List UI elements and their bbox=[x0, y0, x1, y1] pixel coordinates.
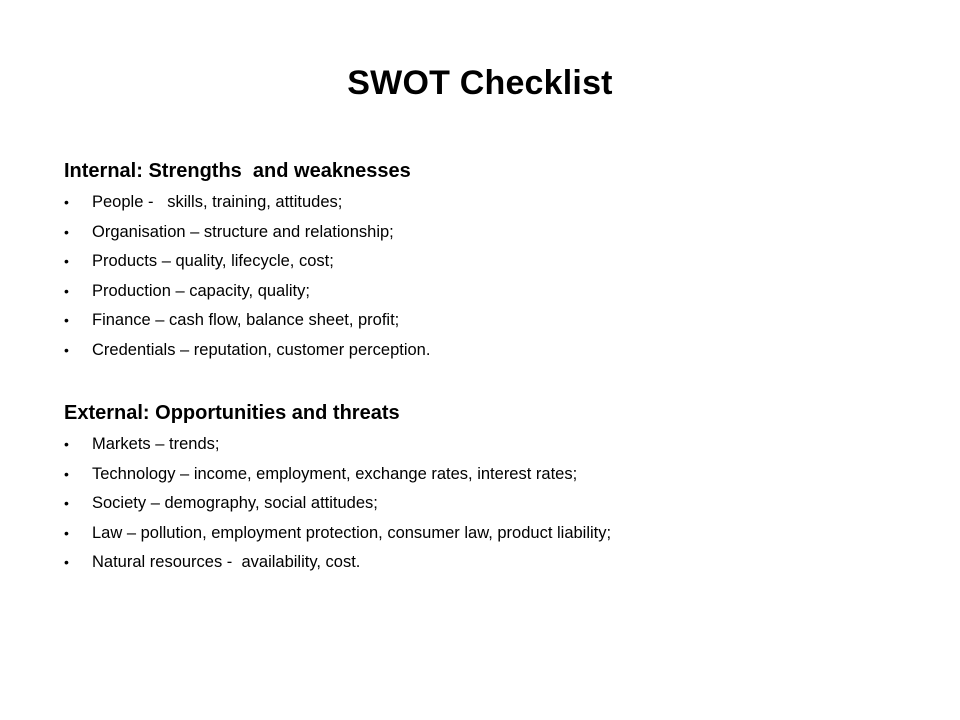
bullet-icon: • bbox=[64, 495, 69, 511]
bullet-icon: • bbox=[64, 554, 69, 570]
bullet-icon: • bbox=[64, 465, 69, 482]
bullet-icon: • bbox=[64, 312, 69, 328]
list-item bbox=[64, 548, 924, 578]
external-heading: External: Opportunities and threats bbox=[64, 402, 400, 424]
list-item bbox=[64, 430, 924, 460]
list-item bbox=[64, 519, 924, 549]
list-item-text: Society – demography, social attitudes; bbox=[92, 494, 378, 512]
list-item-text: Production – capacity, quality; bbox=[92, 281, 310, 300]
internal-heading: Internal: Strengths and weaknesses bbox=[64, 160, 411, 182]
bullet-icon: • bbox=[64, 436, 69, 452]
list-item bbox=[64, 277, 924, 307]
list-item-text: Credentials – reputation, customer perception. bbox=[92, 340, 431, 359]
list-item bbox=[64, 218, 924, 248]
external-list bbox=[64, 430, 924, 578]
list-item-text: Markets – trends; bbox=[92, 435, 220, 453]
bullet-icon: • bbox=[64, 223, 69, 240]
slide-title: SWOT Checklist bbox=[347, 64, 613, 102]
list-item-text: Law – pollution, employment protection, consumer law, product liability; bbox=[92, 523, 612, 542]
list-item-text: Organisation – structure and relationship; bbox=[92, 222, 394, 241]
bullet-icon: • bbox=[64, 282, 69, 299]
external-section bbox=[64, 400, 924, 578]
list-item bbox=[64, 336, 924, 366]
list-item bbox=[64, 247, 924, 277]
internal-section bbox=[64, 158, 924, 365]
bullet-icon: • bbox=[64, 194, 69, 210]
bullet-icon: • bbox=[64, 524, 69, 541]
list-item-text: Natural resources - availability, cost. bbox=[92, 553, 361, 571]
list-item-text: Products – quality, lifecycle, cost; bbox=[92, 252, 334, 270]
internal-list bbox=[64, 188, 924, 365]
list-item-text: Finance – cash flow, balance sheet, profit; bbox=[92, 311, 400, 329]
list-item bbox=[64, 188, 924, 218]
list-item-text: Technology – income, employment, exchange rates, interest rates; bbox=[92, 464, 578, 483]
list-item bbox=[64, 306, 924, 336]
list-item bbox=[64, 489, 924, 519]
bullet-icon: • bbox=[64, 253, 69, 269]
list-item bbox=[64, 460, 924, 490]
bullet-icon: • bbox=[64, 341, 69, 358]
list-item-text: People - skills, training, attitudes; bbox=[92, 193, 343, 211]
